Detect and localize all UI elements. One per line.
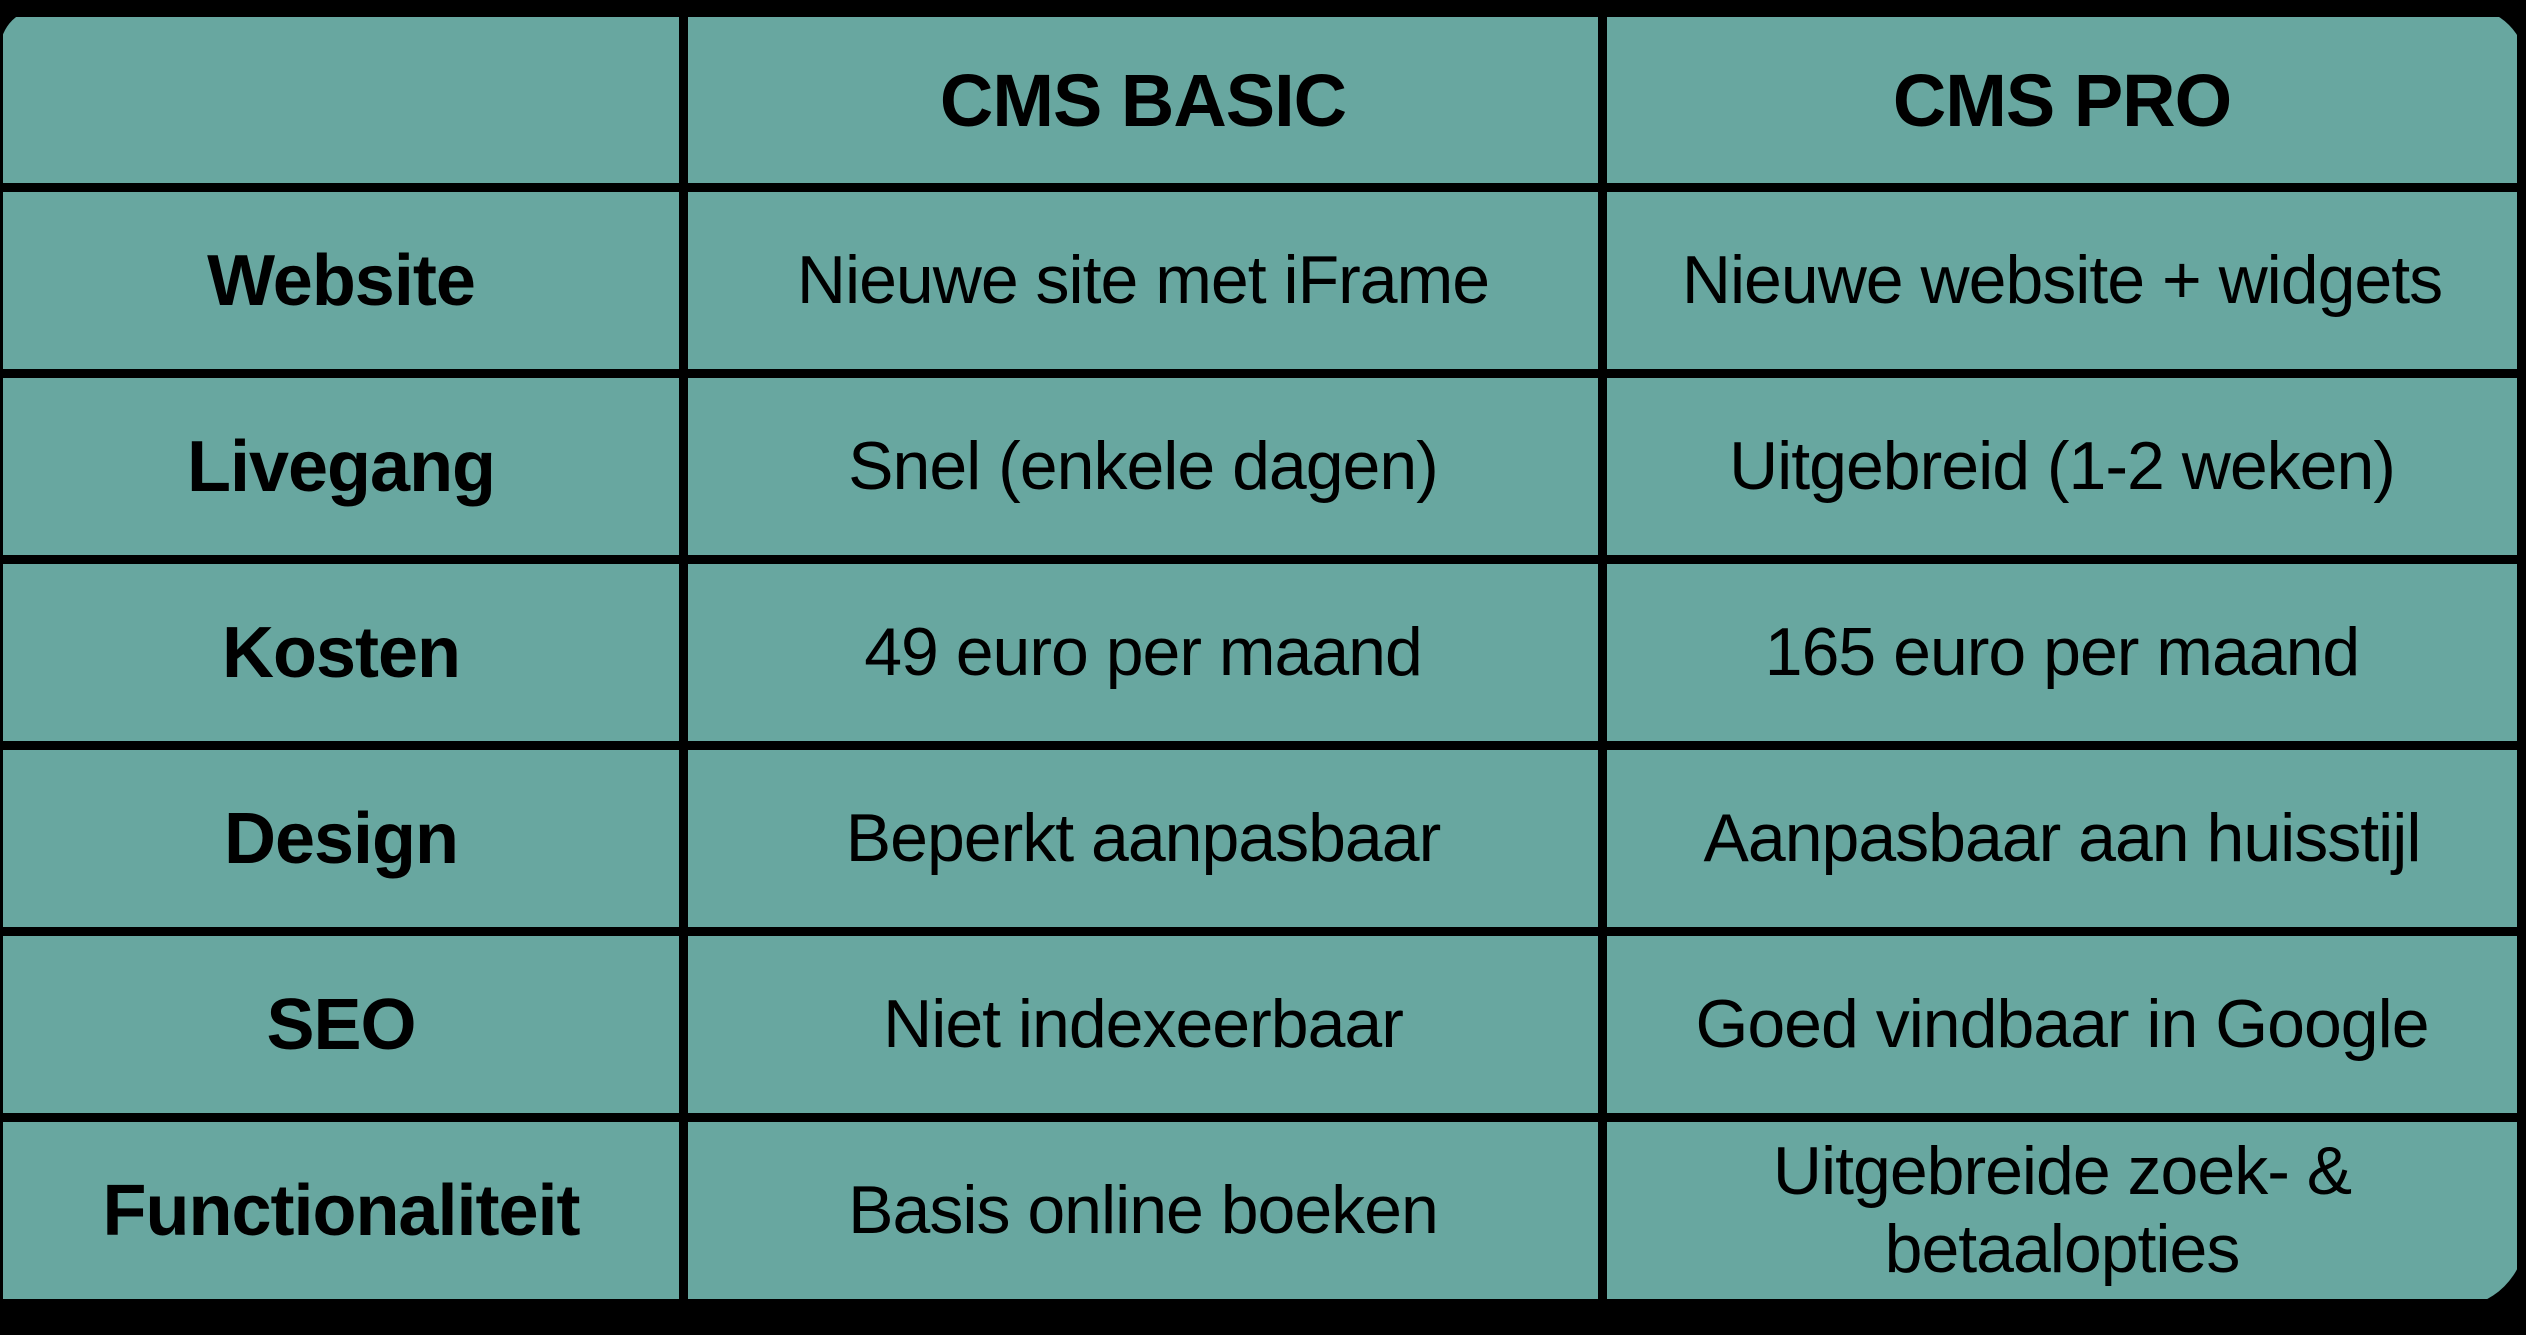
cell-livegang-basic: Snel (enkele dagen) [688, 378, 1598, 555]
cell-functionaliteit-basic: Basis online boeken [688, 1122, 1598, 1299]
cell-functionaliteit-pro: Uitgebreide zoek- & betaalopties [1607, 1122, 2517, 1299]
cell-website-basic: Nieuwe site met iFrame [688, 192, 1598, 369]
header-cell-empty [3, 17, 679, 183]
cell-kosten-basic: 49 euro per maand [688, 564, 1598, 741]
row-label-functionaliteit: Functionaliteit [3, 1122, 679, 1299]
row-label-livegang: Livegang [3, 378, 679, 555]
row-label-seo: SEO [3, 936, 679, 1113]
row-label-kosten: Kosten [3, 564, 679, 741]
cell-design-pro: Aanpasbaar aan huisstijl [1607, 750, 2517, 927]
cell-seo-basic: Niet indexeerbaar [688, 936, 1598, 1113]
cell-design-basic: Beperkt aanpasbaar [688, 750, 1598, 927]
cell-kosten-pro: 165 euro per maand [1607, 564, 2517, 741]
row-label-website: Website [3, 192, 679, 369]
cms-comparison-table [0, 8, 2526, 1308]
header-cell-cms-basic: CMS BASIC [688, 17, 1598, 183]
cell-seo-pro: Goed vindbaar in Google [1607, 936, 2517, 1113]
cell-website-pro: Nieuwe website + widgets [1607, 192, 2517, 369]
cell-livegang-pro: Uitgebreid (1-2 weken) [1607, 378, 2517, 555]
header-cell-cms-pro: CMS PRO [1607, 17, 2517, 183]
row-label-design: Design [3, 750, 679, 927]
